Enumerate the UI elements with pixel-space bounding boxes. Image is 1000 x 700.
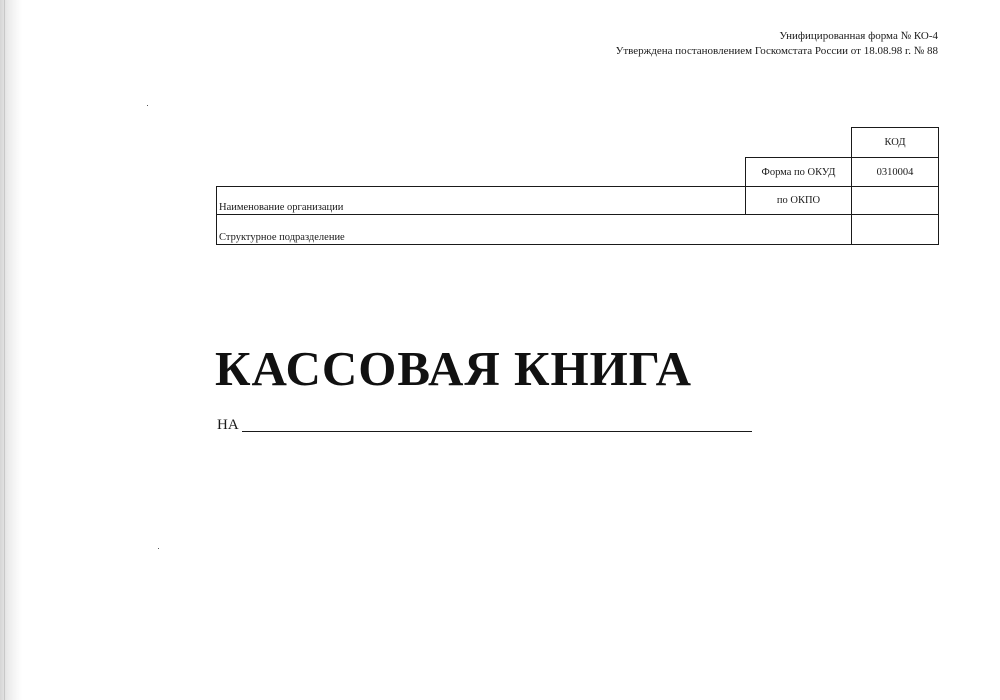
okpo-value-cell[interactable] (851, 186, 939, 215)
division-label: Структурное подразделение (219, 232, 345, 243)
approval-note: Утверждена постановлением Госкомстата России от 18.08.98 г. № 88 (615, 45, 938, 57)
document-title: КАССОВАЯ КНИГА (215, 341, 692, 396)
okud-label: Форма по ОКУД (761, 166, 836, 178)
scan-edge-line (4, 0, 5, 700)
period-underline[interactable] (242, 431, 752, 432)
okud-value: 0310004 (876, 166, 914, 178)
scan-speck (158, 548, 159, 549)
division-code-cell[interactable] (851, 214, 939, 245)
organization-label: Наименование организации (219, 202, 344, 213)
okud-label-cell (745, 157, 852, 187)
code-header: КОД (884, 137, 906, 148)
organization-field[interactable] (216, 186, 746, 215)
code-header-cell (851, 127, 939, 158)
okpo-label: по ОКПО (776, 195, 821, 206)
scan-speck (147, 105, 148, 106)
division-field[interactable] (216, 214, 852, 245)
okud-value-cell (851, 157, 939, 187)
okpo-label-cell (745, 186, 852, 215)
period-label: НА (217, 417, 239, 433)
form-number: Унифицированная форма № КО-4 (779, 30, 938, 42)
